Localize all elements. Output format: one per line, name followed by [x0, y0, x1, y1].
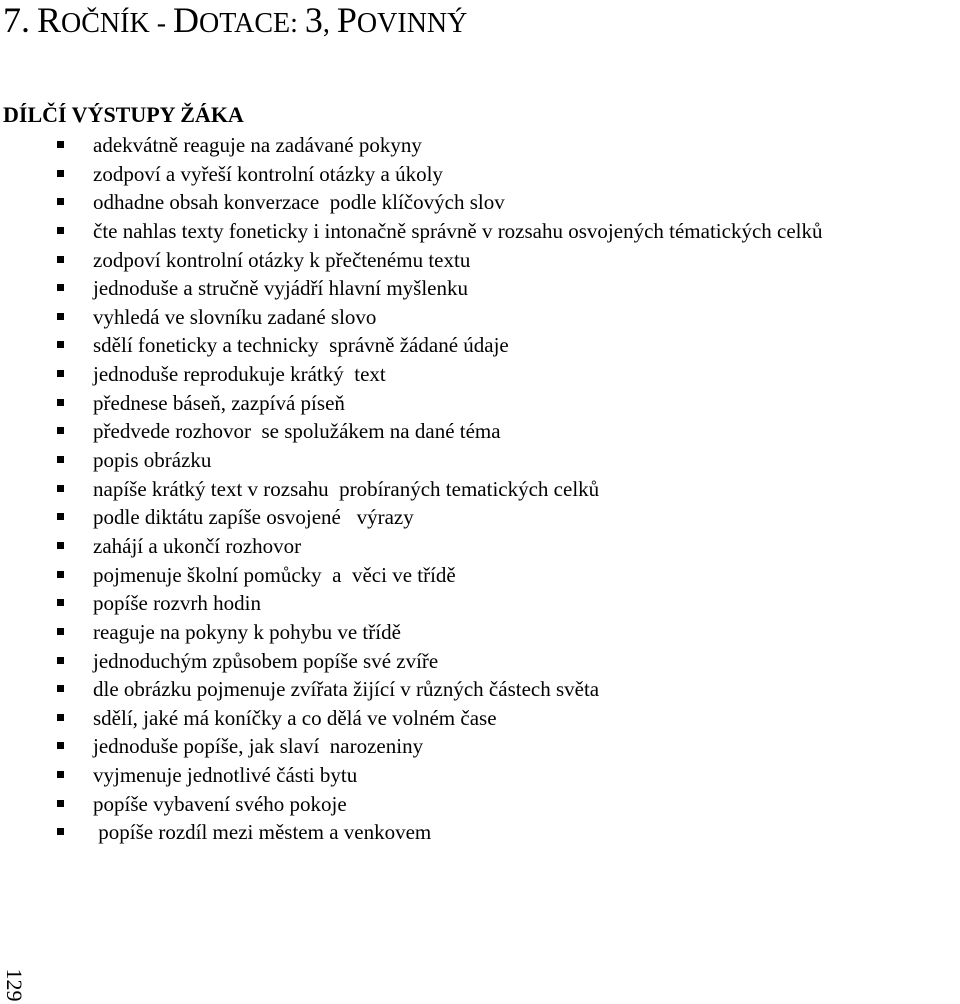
outcome-text: zodpoví a vyřeší kontrolní otázky a úkoly [93, 161, 443, 186]
outcome-text: popíše rozdíl mezi městem a venkovem [93, 820, 432, 845]
outcome-item [0, 589, 823, 618]
outcome-text: napíše krátký text v rozsahu probíraných tematických celků [93, 476, 600, 501]
title-letter-p: P [336, 0, 357, 40]
square-bullet-icon [57, 714, 64, 721]
outcome-item [0, 131, 823, 160]
outcome-text: jednoduše reprodukuje krátký text [93, 362, 386, 387]
outcome-item [0, 446, 823, 475]
outcome-text: zodpoví kontrolní otázky k přečtenému textu [93, 247, 471, 272]
title-colon: : [290, 8, 305, 39]
outcome-item [0, 246, 823, 275]
square-bullet-icon [57, 513, 64, 520]
page-number: 129 [2, 968, 27, 1002]
title-comma: , [322, 8, 337, 39]
square-bullet-icon [57, 657, 64, 664]
outcome-text: adekvátně reaguje na zadávané pokyny [93, 133, 422, 157]
title-number: 7. [3, 0, 30, 40]
outcome-item [0, 303, 823, 332]
outcome-text: čte nahlas texty foneticky i intonačně správně v rozsahu osvojených tématických celků [93, 218, 823, 243]
outcome-item [0, 761, 823, 790]
square-bullet-icon [57, 828, 64, 835]
outcome-text: jednoduše popíše, jak slaví narozeniny [93, 734, 424, 759]
outcome-item [0, 389, 823, 418]
square-bullet-icon [57, 456, 64, 463]
title-separator: - [149, 8, 174, 39]
section-heading: DÍLČÍ VÝSTUPY ŽÁKA [3, 102, 244, 127]
outcome-item [0, 818, 823, 847]
outcome-item [0, 188, 823, 217]
outcome-item [0, 532, 823, 561]
square-bullet-icon [57, 141, 64, 148]
outcome-text: popíše rozvrh hodin [93, 591, 261, 616]
square-bullet-icon [57, 313, 64, 320]
outcome-item [0, 331, 823, 360]
outcome-item [0, 217, 823, 246]
outcome-item [0, 503, 823, 532]
title-ovinny: OVINNÝ [356, 8, 468, 39]
square-bullet-icon [57, 256, 64, 263]
outcome-text: dle obrázku pojmenuje zvířata žijící v různých částech světa [93, 677, 600, 702]
square-bullet-icon [57, 341, 64, 348]
outcomes-list [0, 131, 823, 847]
outcome-text: popíše vybavení svého pokoje [93, 791, 347, 816]
outcome-item [0, 360, 823, 389]
square-bullet-icon [57, 399, 64, 406]
outcome-text: reaguje na pokyny k pohybu ve třídě [93, 619, 401, 644]
square-bullet-icon [57, 800, 64, 807]
outcome-text: sdělí foneticky a technicky správně žádané údaje [93, 333, 509, 358]
title-letter-d: D [173, 0, 200, 40]
outcome-item [0, 274, 823, 303]
outcome-text: přednese báseň, zazpívá píseň [93, 390, 345, 415]
outcome-text: popis obrázku [93, 448, 212, 473]
page-title [3, 2, 467, 38]
outcome-text: zahájí a ukončí rozhovor [93, 533, 302, 558]
outcome-item [0, 475, 823, 504]
outcome-text: vyjmenuje jednotlivé části bytu [93, 763, 358, 788]
outcome-text: podle diktátu zapíše osvojené výrazy [93, 505, 414, 530]
square-bullet-icon [57, 742, 64, 749]
outcome-text: předvede rozhovor se spolužákem na dané téma [93, 419, 501, 444]
square-bullet-icon [57, 427, 64, 434]
square-bullet-icon [57, 485, 64, 492]
square-bullet-icon [57, 771, 64, 778]
outcome-item [0, 417, 823, 446]
square-bullet-icon [57, 542, 64, 549]
square-bullet-icon [57, 599, 64, 606]
title-otace: OTACE [199, 8, 291, 39]
outcome-item [0, 647, 823, 676]
square-bullet-icon [57, 284, 64, 291]
title-hours: 3 [304, 0, 323, 40]
outcome-text: jednoduchým způsobem popíše své zvíře [93, 648, 439, 673]
outcome-item [0, 675, 823, 704]
outcome-item [0, 790, 823, 819]
square-bullet-icon [57, 571, 64, 578]
square-bullet-icon [57, 685, 64, 692]
outcome-item [0, 732, 823, 761]
outcome-text: pojmenuje školní pomůcky a věci ve třídě [93, 562, 456, 587]
square-bullet-icon [57, 227, 64, 234]
square-bullet-icon [57, 628, 64, 635]
title-letter-r: R [37, 0, 62, 40]
outcome-item [0, 160, 823, 189]
outcome-item [0, 561, 823, 590]
outcome-text: vyhledá ve slovníku zadané slovo [93, 304, 377, 329]
outcome-text: sdělí, jaké má koníčky a co dělá ve volném čase [93, 705, 497, 730]
title-ocnik: OČNÍK [61, 8, 150, 39]
outcome-text: jednoduše a stručně vyjádří hlavní myšlenku [93, 276, 468, 301]
outcome-item [0, 704, 823, 733]
outcome-text: odhadne obsah konverzace podle klíčových slov [93, 190, 505, 215]
square-bullet-icon [57, 370, 64, 377]
outcome-item [0, 618, 823, 647]
square-bullet-icon [57, 170, 64, 177]
square-bullet-icon [57, 198, 64, 205]
